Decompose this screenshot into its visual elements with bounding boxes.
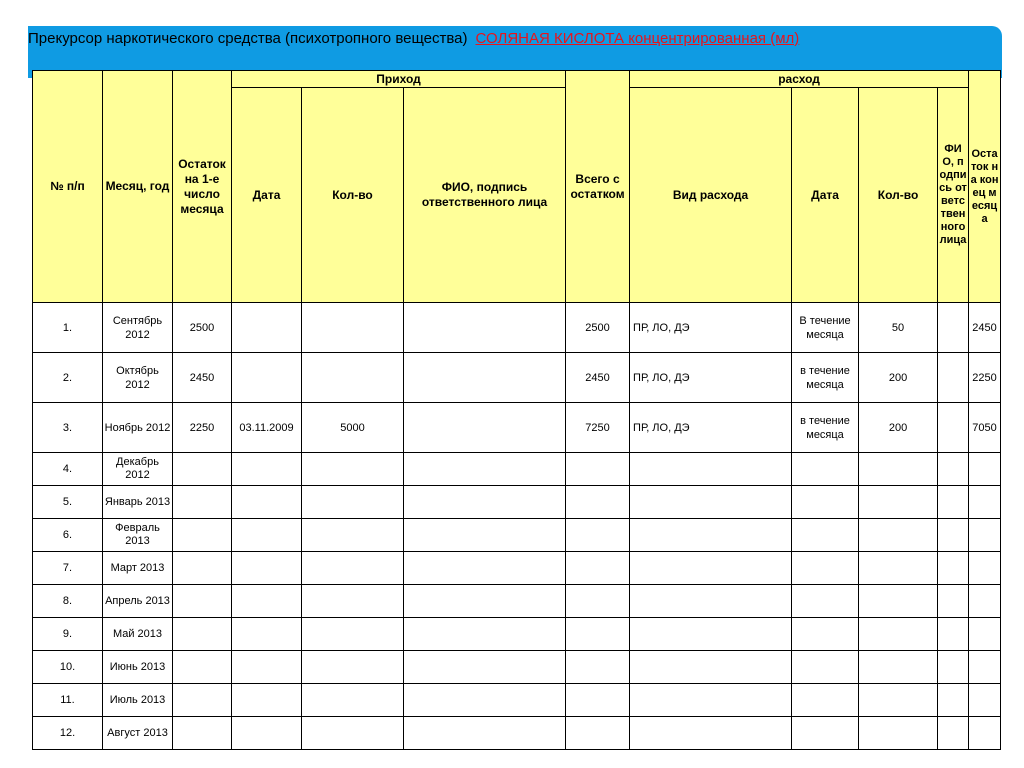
cell-num: 9. (33, 618, 103, 651)
cell-balance-start (173, 453, 232, 486)
cell-income-fio (404, 585, 566, 618)
cell-income-date (232, 552, 302, 585)
cell-expense-date: в течение месяца (792, 353, 859, 403)
cell-month: Август 2013 (103, 717, 173, 750)
page-title (28, 30, 1002, 48)
header-num: № п/п (33, 71, 103, 303)
cell-month: Март 2013 (103, 552, 173, 585)
cell-income-qty (302, 486, 404, 519)
cell-balance-start: 2250 (173, 403, 232, 453)
cell-total: 2500 (566, 303, 630, 353)
cell-balance-start (173, 519, 232, 552)
cell-balance-end: 2250 (969, 353, 1001, 403)
cell-income-qty (302, 585, 404, 618)
table-row (33, 486, 1001, 519)
table-header (33, 71, 1001, 303)
cell-expense-date (792, 519, 859, 552)
cell-expense-date: в течение месяца (792, 403, 859, 453)
cell-expense-kind (630, 684, 792, 717)
cell-month: Май 2013 (103, 618, 173, 651)
cell-expense-qty (859, 717, 938, 750)
cell-income-fio (404, 618, 566, 651)
cell-expense-fio (938, 585, 969, 618)
cell-expense-fio (938, 684, 969, 717)
header-income-qty: Кол-во (302, 88, 404, 303)
cell-expense-qty (859, 552, 938, 585)
header-expense-fio: ФИО, подпись ответственного лица (938, 88, 969, 303)
cell-total (566, 651, 630, 684)
cell-expense-date (792, 486, 859, 519)
cell-month: Октябрь 2012 (103, 353, 173, 403)
cell-balance-end (969, 585, 1001, 618)
table-row (33, 651, 1001, 684)
cell-expense-qty: 200 (859, 403, 938, 453)
table-body (33, 303, 1001, 750)
cell-expense-kind (630, 519, 792, 552)
header-income-fio: ФИО, подпись ответственного лица (404, 88, 566, 303)
cell-balance-end: 7050 (969, 403, 1001, 453)
cell-expense-kind (630, 585, 792, 618)
cell-income-date (232, 717, 302, 750)
cell-num: 8. (33, 585, 103, 618)
cell-income-fio (404, 717, 566, 750)
cell-num: 6. (33, 519, 103, 552)
cell-expense-kind (630, 717, 792, 750)
cell-income-fio (404, 552, 566, 585)
cell-expense-qty (859, 684, 938, 717)
cell-num: 4. (33, 453, 103, 486)
cell-income-date (232, 453, 302, 486)
header-expense-group: расход (630, 71, 969, 88)
cell-expense-kind (630, 486, 792, 519)
cell-num: 2. (33, 353, 103, 403)
cell-balance-start (173, 684, 232, 717)
cell-income-date (232, 519, 302, 552)
header-month: Месяц, год (103, 71, 173, 303)
cell-income-date: 03.11.2009 (232, 403, 302, 453)
cell-month: Апрель 2013 (103, 585, 173, 618)
cell-income-qty (302, 303, 404, 353)
cell-balance-end (969, 453, 1001, 486)
cell-total (566, 453, 630, 486)
cell-expense-kind (630, 552, 792, 585)
cell-income-date (232, 303, 302, 353)
title-substance: СОЛЯНАЯ КИСЛОТА концентрированная (мл) (475, 30, 800, 47)
cell-balance-start: 2450 (173, 353, 232, 403)
cell-total: 7250 (566, 403, 630, 453)
cell-total (566, 684, 630, 717)
cell-month: Январь 2013 (103, 486, 173, 519)
cell-expense-date (792, 552, 859, 585)
cell-income-fio (404, 403, 566, 453)
title-prefix: Прекурсор наркотического средства (психотропного вещества) (28, 30, 468, 47)
cell-balance-end (969, 552, 1001, 585)
cell-income-fio (404, 303, 566, 353)
cell-expense-kind: ПР, ЛО, ДЭ (630, 403, 792, 453)
cell-income-qty (302, 684, 404, 717)
cell-expense-kind (630, 453, 792, 486)
cell-expense-kind (630, 651, 792, 684)
cell-income-qty: 5000 (302, 403, 404, 453)
header-expense-kind: Вид расхода (630, 88, 792, 303)
cell-month: Июль 2013 (103, 684, 173, 717)
cell-expense-qty (859, 519, 938, 552)
cell-total (566, 717, 630, 750)
cell-income-qty (302, 552, 404, 585)
cell-num: 5. (33, 486, 103, 519)
cell-expense-kind: ПР, ЛО, ДЭ (630, 303, 792, 353)
cell-expense-date (792, 717, 859, 750)
cell-expense-date (792, 453, 859, 486)
cell-balance-end (969, 519, 1001, 552)
cell-income-qty (302, 453, 404, 486)
cell-num: 11. (33, 684, 103, 717)
cell-month: Декабрь 2012 (103, 453, 173, 486)
cell-balance-start (173, 651, 232, 684)
cell-expense-fio (938, 486, 969, 519)
cell-balance-start (173, 585, 232, 618)
cell-month: Сентябрь 2012 (103, 303, 173, 353)
cell-expense-fio (938, 519, 969, 552)
cell-num: 1. (33, 303, 103, 353)
cell-income-fio (404, 651, 566, 684)
cell-month: Февраль 2013 (103, 519, 173, 552)
table-row (33, 353, 1001, 403)
cell-income-date (232, 684, 302, 717)
cell-total (566, 486, 630, 519)
cell-expense-kind: ПР, ЛО, ДЭ (630, 353, 792, 403)
cell-balance-end (969, 717, 1001, 750)
cell-expense-qty (859, 585, 938, 618)
cell-expense-fio (938, 717, 969, 750)
cell-month: Ноябрь 2012 (103, 403, 173, 453)
cell-expense-qty (859, 486, 938, 519)
cell-expense-date (792, 684, 859, 717)
cell-total (566, 552, 630, 585)
cell-total (566, 618, 630, 651)
cell-income-date (232, 585, 302, 618)
cell-income-qty (302, 717, 404, 750)
cell-income-date (232, 486, 302, 519)
cell-income-date (232, 651, 302, 684)
cell-expense-qty: 50 (859, 303, 938, 353)
header-expense-qty: Кол-во (859, 88, 938, 303)
cell-num: 7. (33, 552, 103, 585)
table-row (33, 684, 1001, 717)
cell-num: 3. (33, 403, 103, 453)
cell-expense-fio (938, 651, 969, 684)
cell-num: 12. (33, 717, 103, 750)
cell-income-fio (404, 353, 566, 403)
cell-expense-date: В течение месяца (792, 303, 859, 353)
cell-balance-start: 2500 (173, 303, 232, 353)
cell-expense-fio (938, 552, 969, 585)
cell-expense-qty: 200 (859, 353, 938, 403)
table-row (33, 519, 1001, 552)
cell-balance-end (969, 651, 1001, 684)
cell-balance-start (173, 486, 232, 519)
cell-expense-kind (630, 618, 792, 651)
cell-total (566, 519, 630, 552)
cell-income-fio (404, 453, 566, 486)
cell-balance-end (969, 618, 1001, 651)
cell-balance-start (173, 618, 232, 651)
cell-expense-fio (938, 303, 969, 353)
cell-income-fio (404, 519, 566, 552)
journal-table (32, 70, 1001, 750)
header-income-date: Дата (232, 88, 302, 303)
cell-expense-fio (938, 618, 969, 651)
header-total: Всего с остатком (566, 71, 630, 303)
table-row (33, 303, 1001, 353)
cell-total: 2450 (566, 353, 630, 403)
table-row (33, 717, 1001, 750)
cell-expense-qty (859, 453, 938, 486)
cell-income-qty (302, 353, 404, 403)
cell-income-qty (302, 651, 404, 684)
cell-expense-date (792, 585, 859, 618)
cell-income-date (232, 618, 302, 651)
cell-balance-end: 2450 (969, 303, 1001, 353)
cell-income-fio (404, 486, 566, 519)
table-row (33, 552, 1001, 585)
cell-balance-start (173, 552, 232, 585)
header-balance-start: Остаток на 1-е число месяца (173, 71, 232, 303)
table-row (33, 453, 1001, 486)
cell-num: 10. (33, 651, 103, 684)
cell-total (566, 585, 630, 618)
cell-expense-date (792, 651, 859, 684)
cell-balance-end (969, 486, 1001, 519)
cell-expense-fio (938, 453, 969, 486)
header-expense-date: Дата (792, 88, 859, 303)
header-balance-end: Остаток на конец месяца (969, 71, 1001, 303)
cell-income-date (232, 353, 302, 403)
cell-income-qty (302, 618, 404, 651)
journal-table-wrap (32, 70, 1001, 750)
table-row (33, 403, 1001, 453)
cell-income-qty (302, 519, 404, 552)
table-row (33, 585, 1001, 618)
cell-balance-end (969, 684, 1001, 717)
cell-expense-fio (938, 353, 969, 403)
cell-expense-fio (938, 403, 969, 453)
cell-month: Июнь 2013 (103, 651, 173, 684)
cell-expense-qty (859, 651, 938, 684)
header-income-group: Приход (232, 71, 566, 88)
cell-expense-qty (859, 618, 938, 651)
cell-income-fio (404, 684, 566, 717)
table-row (33, 618, 1001, 651)
cell-expense-date (792, 618, 859, 651)
cell-balance-start (173, 717, 232, 750)
